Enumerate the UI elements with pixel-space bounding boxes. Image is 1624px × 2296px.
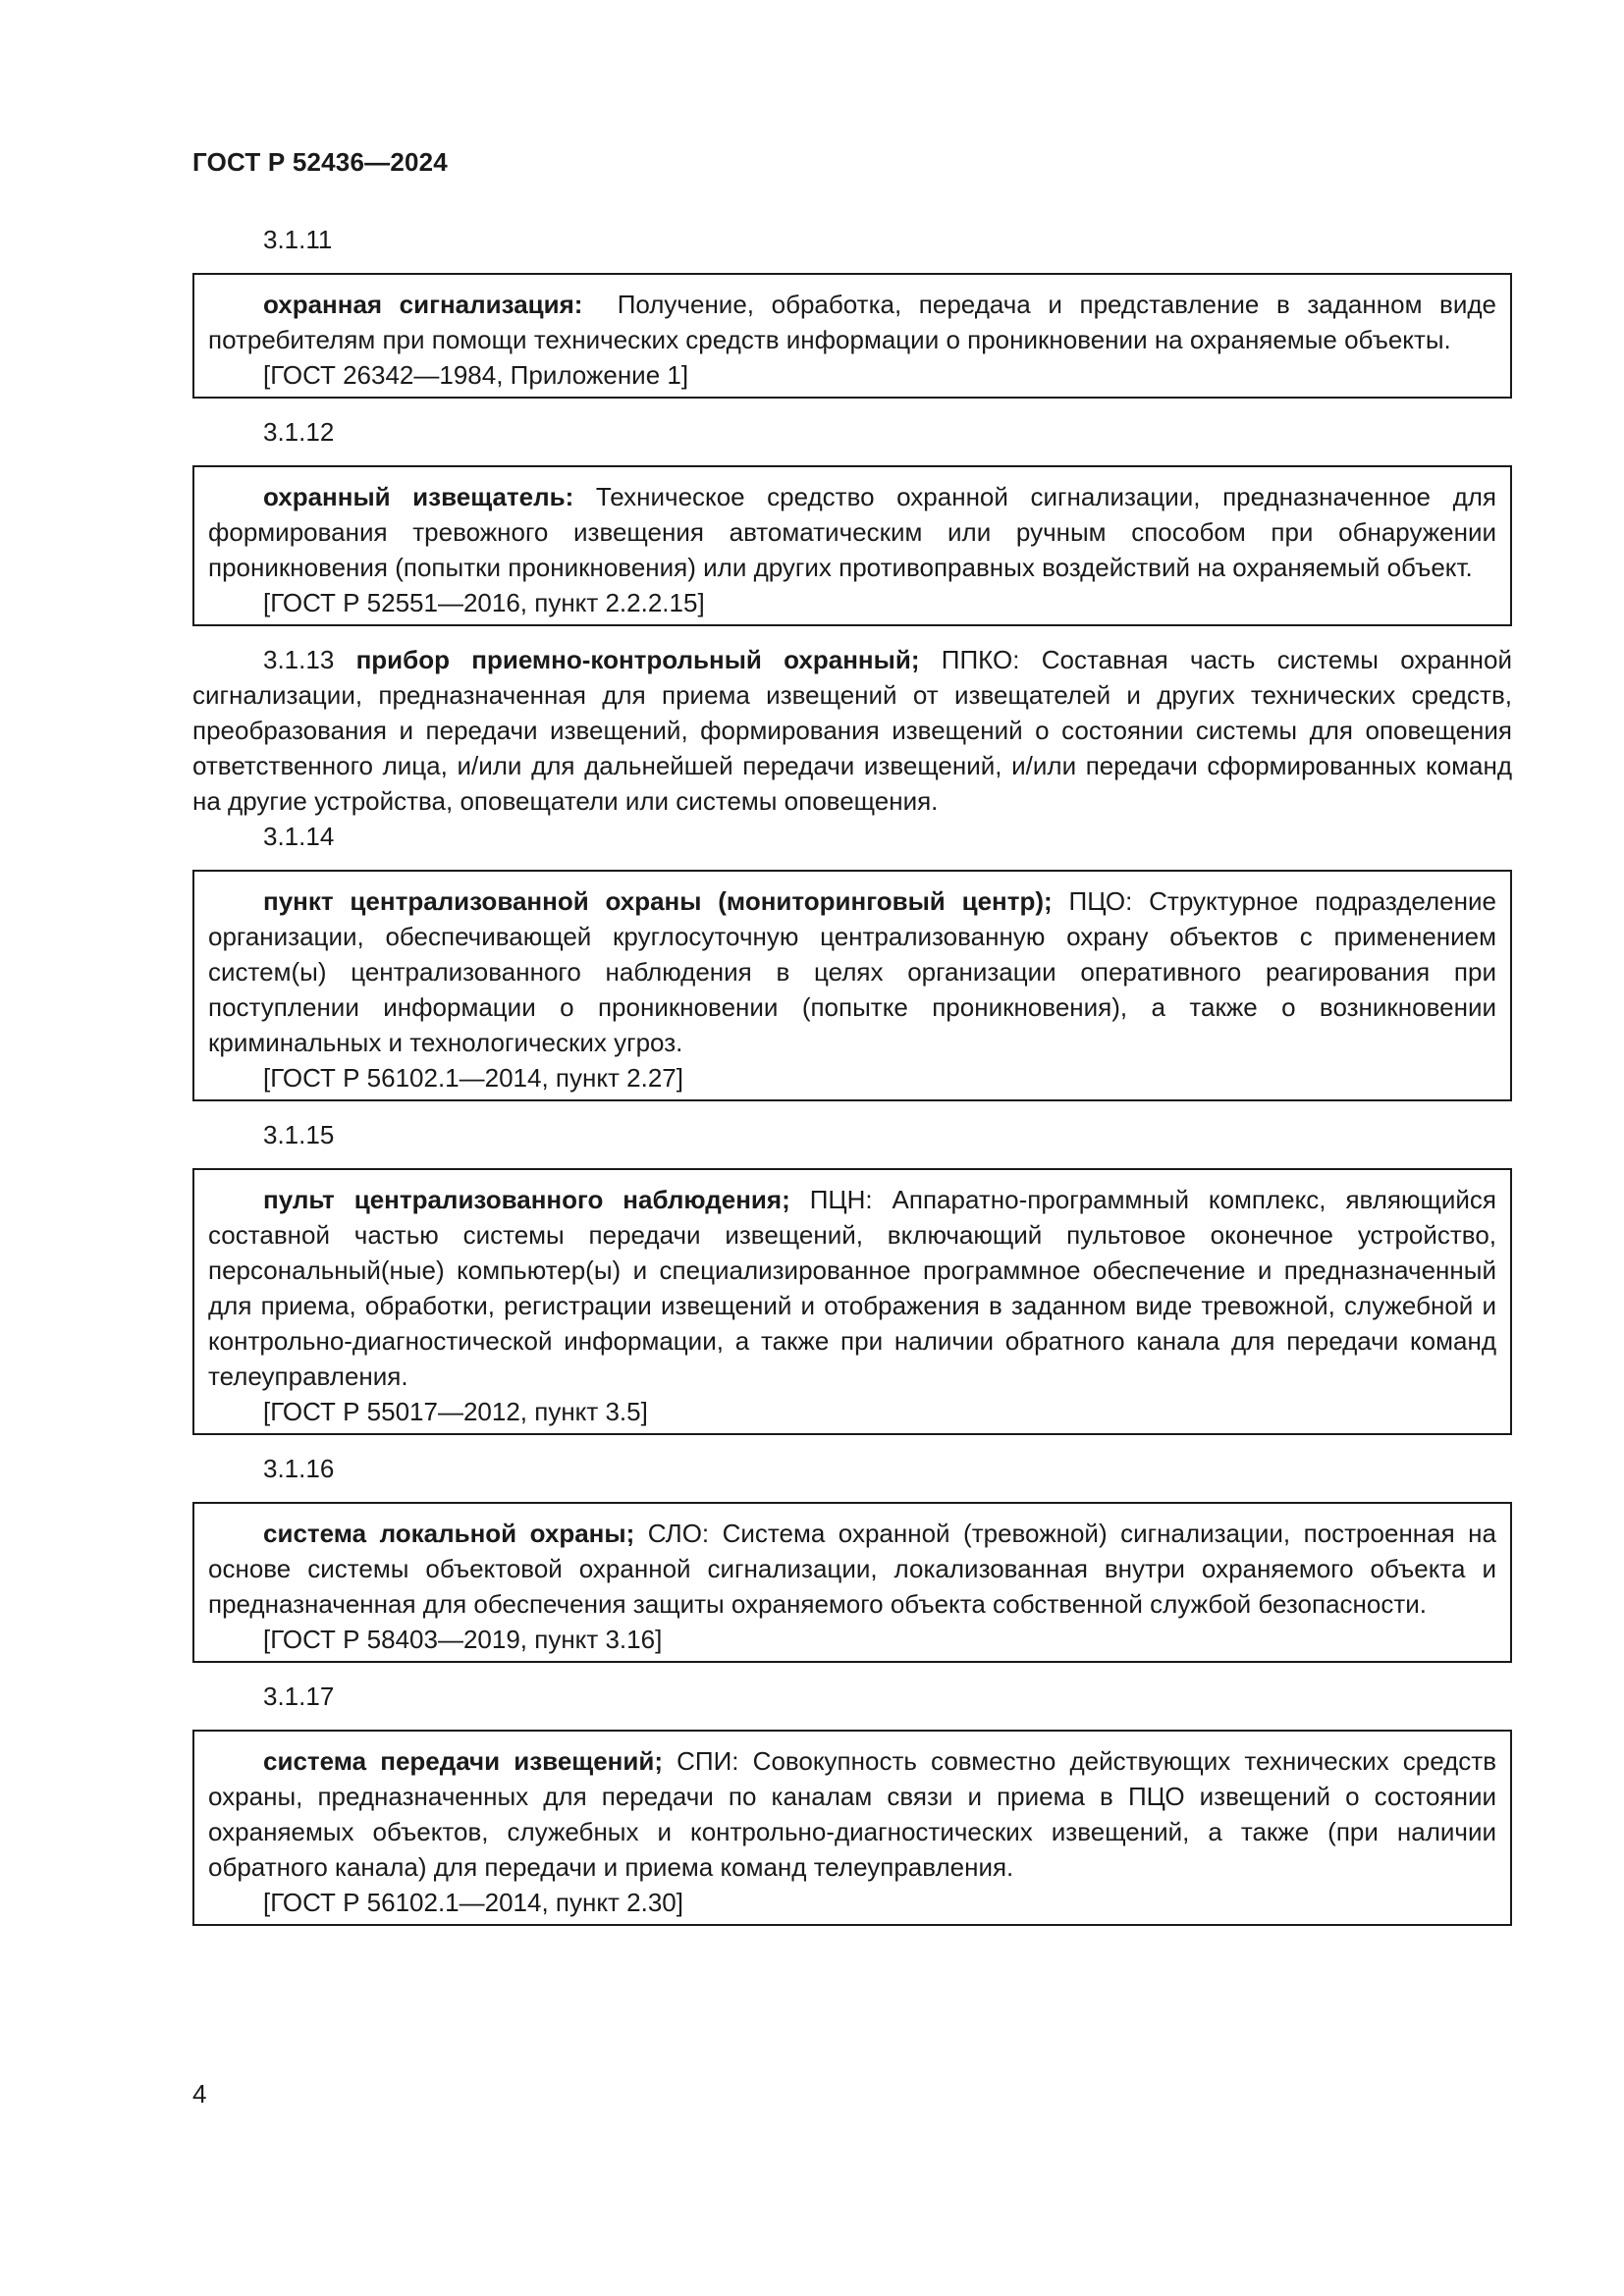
term-text-3-1-13: ППКО: Составная часть системы охранной сигнализации, предназначенная для приема извещений от извещателей и других технических средств, преобразования и передачи извещений, формирования извещений о состоянии системы для оповещения ответственного лица, и/или для дальнейшей передачи извещений, и/или передачи сформированных команд на другие устройства, оповещатели или системы оповещения. <box>192 645 1512 816</box>
term-text-3-1-14: ПЦО: Структурное подразделение организации, обеспечивающей круглосуточную централизованную охрану объектов с применением систем(ы) централизованного наблюдения в целях организации оперативного реагирования при поступлении информации о проникновении (попытке проникновения), а также о возникновении криминальных и технологических угроз. <box>208 886 1496 1057</box>
term-text-3-1-17: СПИ: Совокупность совместно действующих технических средств охраны, предназначенных для передачи по каналам связи и приема в ПЦО извещений о состоянии охраняемых объектов, служебных и контрольно-диагностических извещений, а также (при наличии обратного канала) для передачи и приема команд телеуправления. <box>208 1746 1497 1882</box>
term-definition-3-1-12 <box>208 479 1496 585</box>
term-name-3-1-15: пульт централизованного наблюдения; <box>263 1185 790 1214</box>
term-text-3-1-16: СЛО: Система охранной (тревожной) сигнализации, построенная на основе системы объектовой охранной сигнализации, локализованная внутри охраняемого объекта и предназначенная для обеспечения защиты охраняемого объекта собственной службой безопасности. <box>208 1519 1496 1619</box>
term-box-3-1-11 <box>192 273 1512 399</box>
term-source-3-1-15: [ГОСТ Р 55017—2012, пункт 3.5] <box>263 1397 648 1426</box>
term-box-3-1-12 <box>192 465 1512 626</box>
term-number-3-1-11: 3.1.11 <box>263 225 333 254</box>
terms-section <box>192 222 1512 1942</box>
term-definition-3-1-17 <box>208 1743 1496 1885</box>
term-name-3-1-11: охранная сигнализация: <box>263 290 583 319</box>
term-definition-3-1-16 <box>208 1516 1496 1622</box>
term-text-3-1-12: Техническое средство охранной сигнализации, предназначенное для формирования тревожного извещения автоматическим или ручным способом при обнаружении проникновения (попытки проникновения) или других противоправных воздействий на охраняемый объект. <box>208 482 1496 582</box>
term-definition-3-1-15 <box>208 1182 1496 1394</box>
term-name-3-1-13: прибор приемно-контрольный охранный; <box>355 645 920 674</box>
term-text-3-1-11: Получение, обработка, передача и представление в заданном виде потребителям при помощи технических средств информации о проникновении на охраняемые объекты. <box>208 290 1497 354</box>
term-source-3-1-11: [ГОСТ 26342—1984, Приложение 1] <box>263 360 689 390</box>
term-source-3-1-14: [ГОСТ Р 56102.1—2014, пункт 2.27] <box>263 1063 683 1093</box>
term-name-3-1-14: пункт централизованной охраны (мониторинговый центр); <box>263 886 1053 916</box>
term-source-3-1-17: [ГОСТ Р 56102.1—2014, пункт 2.30] <box>263 1888 683 1917</box>
term-definition-3-1-14 <box>208 883 1496 1060</box>
term-number-3-1-16: 3.1.16 <box>263 1454 335 1483</box>
term-definition-3-1-13 <box>192 642 1512 819</box>
term-name-3-1-16: система локальной охраны; <box>263 1519 635 1548</box>
term-name-3-1-12: охранный извещатель: <box>263 482 574 511</box>
page-number: 4 <box>192 2079 207 2109</box>
term-box-3-1-16 <box>192 1502 1512 1663</box>
term-name-3-1-17: система передачи извещений; <box>263 1746 664 1776</box>
term-source-3-1-16: [ГОСТ Р 58403—2019, пункт 3.16] <box>263 1625 663 1654</box>
term-definition-3-1-11 <box>208 287 1496 357</box>
term-box-3-1-17 <box>192 1730 1512 1926</box>
term-number-3-1-15: 3.1.15 <box>263 1120 335 1149</box>
term-number-3-1-12: 3.1.12 <box>263 417 335 447</box>
document-header: ГОСТ Р 52436—2024 <box>192 147 448 177</box>
term-text-3-1-15: ПЦН: Аппаратно-программный комплекс, являющийся составной частью системы передачи извещений, включающий пультовое оконечное устройство, персональный(ные) компьютер(ы) и специализированное программное обеспечение и предназначенный для приема, обработки, регистрации извещений и отображения в заданном виде тревожной, служебной и контрольно-диагностической информации, а также при наличии обратного канала для передачи команд телеуправления. <box>208 1185 1497 1391</box>
term-number-3-1-14: 3.1.14 <box>263 822 335 851</box>
term-box-3-1-15 <box>192 1168 1512 1435</box>
term-number-3-1-17: 3.1.17 <box>263 1682 335 1711</box>
term-box-3-1-14 <box>192 870 1512 1101</box>
term-number-3-1-13: 3.1.13 <box>263 645 335 674</box>
term-source-3-1-12: [ГОСТ Р 52551—2016, пункт 2.2.2.15] <box>263 588 705 617</box>
